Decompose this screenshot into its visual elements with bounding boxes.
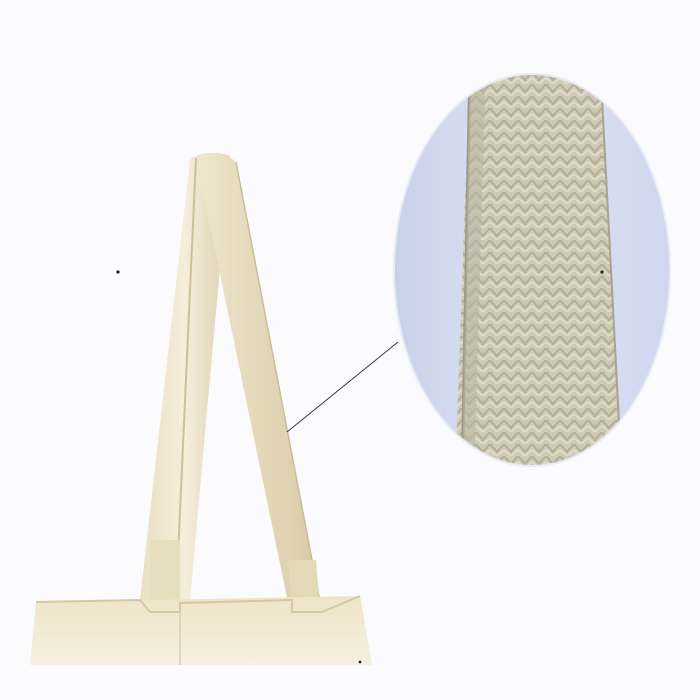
speck — [116, 270, 119, 273]
speck — [600, 270, 603, 273]
speck — [359, 661, 362, 664]
bag-body — [30, 596, 372, 665]
